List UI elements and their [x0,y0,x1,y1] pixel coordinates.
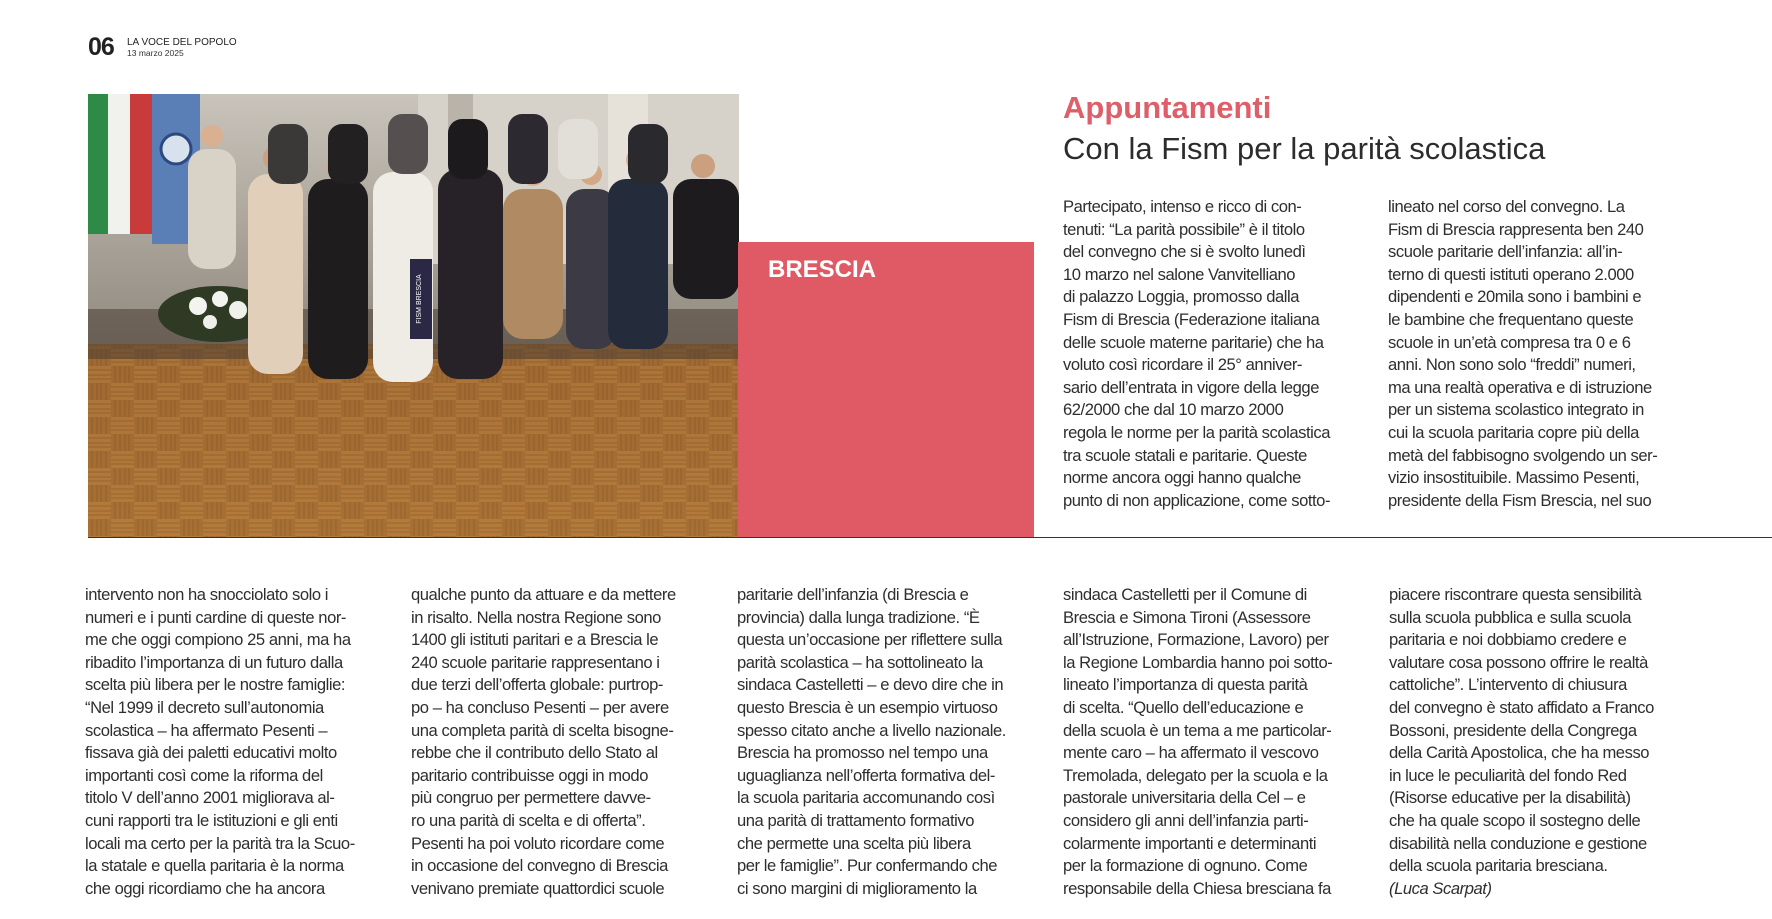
text-line: la scuola paritaria accomunando così [737,788,995,808]
text-line: Fism di Brescia (Federazione italiana [1063,309,1320,329]
text-line: piacere riscontrare questa sensibilità [1389,585,1642,604]
text-line: all’Istruzione, Formazione, Lavoro) per [1063,630,1329,650]
text-line: disabilità nella conduzione e gestione [1389,833,1647,853]
text-line: paritario contribuisse oggi in modo [411,765,648,785]
text-line: punto di non applicazione, come sotto- [1063,490,1331,510]
text-line: Pesenti ha poi voluto ricordare come [411,833,665,853]
group-photo-illustration [88,94,739,537]
text-line: Brescia ha promosso nel tempo una [737,743,988,763]
text-line: presidente della Fism Brescia, nel suo [1388,490,1652,510]
text-line: responsabile della Chiesa bresciana fa [1063,878,1331,898]
text-line: provincia) dalla lunga tradizione. “È [737,607,980,627]
text-line: cui la scuola paritaria copre più della [1388,422,1639,442]
text-line: la Regione Lombardia hanno poi sotto- [1063,652,1333,672]
text-line: spesso citato anche a livello nazionale. [737,720,1006,740]
text-line: ro una parità di scelta e di offerta”. [411,810,646,830]
text-line: per la formazione di ognuno. Come [1063,856,1308,876]
text-line: rebbe che il contributo dello Stato al [411,743,658,763]
text-line: per un sistema scolastico integrato in [1388,400,1644,420]
text-line: la statale e quella paritaria è la norma [85,856,344,876]
tote-bag-text: FISM BRESCIA [416,274,423,324]
group-photo [88,94,739,537]
article-headline: Con la Fism per la parità scolastica [1063,131,1546,166]
text-line: venivano premiate quattordici scuole [411,878,665,898]
text-line: tenuti: “La parità possibile” è il titolo [1063,219,1305,239]
text-column-bottom-3 [737,584,1037,900]
text-line: del convegno che si è svolto lunedì [1063,242,1306,262]
text-line: delle scuole materne paritarie) che ha [1063,332,1324,352]
text-line: fissava già dei paletti educativi molto [85,743,337,763]
text-line: Bossoni, presidente della Congrega [1389,720,1637,740]
text-column-bottom-5 [1389,584,1689,878]
text-line: scelta più libera per le nostre famiglie: [85,675,346,695]
text-line: tra scuole statali e paritarie. Queste [1063,445,1307,465]
text-line: paritarie dell’infanzia (di Brescia e [737,585,969,604]
text-line: sulla scuola pubblica e sulla scuola [1389,607,1632,627]
text-line: più congruo per permettere davve- [411,788,651,808]
text-line: per le famiglie”. Pur confermando che [737,856,998,876]
text-line: lineato nel corso del convegno. La [1388,197,1625,216]
text-line: della scuola è un tema a me particolar- [1063,720,1332,740]
text-line: uguaglianza nell’offerta formativa del- [737,765,995,785]
text-line: considero gli anni dell’infanzia parti- [1063,810,1309,830]
byline: (Luca Scarpat) [1389,879,1492,898]
location-tag [738,242,1034,537]
text-line: Fism di Brescia rappresenta ben 240 [1388,219,1644,239]
text-line: Partecipato, intenso e ricco di con- [1063,197,1302,216]
text-line: che ha quale scopo il sostegno delle [1389,810,1641,830]
text-line: Brescia e Simona Tironi (Assessore [1063,607,1311,627]
text-line: scuole in un’età compresa tra 0 e 6 [1388,332,1631,352]
text-line: vizio insostituibile. Massimo Pesenti, [1388,468,1640,488]
text-line: scuole paritarie dell’infanzia: all’in- [1388,242,1623,262]
text-line: scolastica – ha affermato Pesenti – [85,720,328,740]
text-line: Tremolada, delegato per la scuola e la [1063,765,1328,785]
text-line: parità scolastica – ha sottolineato la [737,652,983,672]
text-line: del convegno è stato affidato a Franco [1389,697,1654,717]
text-column-bottom-4 [1063,584,1363,900]
text-line: della Carità Apostolica, che ha messo [1389,743,1650,763]
text-line: norme ancora oggi hanno qualche [1063,468,1301,488]
text-line: me che oggi compiono 25 anni, ma ha [85,630,351,650]
text-line: una parità di trattamento formativo [737,810,974,830]
text-line: numeri e i punti cardine di queste nor- [85,607,347,627]
text-line: voluto così ricordare il 25° anniver- [1063,355,1303,375]
text-column-top-1 [1063,196,1363,512]
text-line: sario dell’entrata in vigore della legge [1063,377,1319,397]
text-line: questa un’occasione per riflettere sulla [737,630,1003,650]
text-line: 240 scuole paritarie rappresentano i [411,652,660,672]
text-line: intervento non ha snocciolato solo i [85,585,329,604]
text-line: dipendenti e 20mila sono i bambini e [1388,287,1642,307]
text-line: di palazzo Loggia, promosso dalla [1063,287,1300,307]
text-line: qualche punto da attuare e da mettere [411,585,676,604]
text-line: in occasione del convegno di Brescia [411,856,668,876]
text-line: po – ha concluso Pesenti – per avere [411,697,669,717]
text-line: colarmente importanti e determinanti [1063,833,1317,853]
section-divider [88,537,1772,538]
text-line: della scuola paritaria bresciana. [1389,856,1608,876]
text-line: due terzi dell’offerta globale: purtrop- [411,675,663,695]
text-line: ci sono margini di miglioramento la [737,878,977,898]
page-number: 06 [88,33,114,61]
text-line: che oggi ricordiamo che ha ancora [85,878,325,898]
text-line: pastorale universitaria della Cel – e [1063,788,1306,808]
location-label: BRESCIA [768,256,877,283]
text-line: 10 marzo nel salone Vanvitelliano [1063,264,1296,284]
text-line: valutare cosa possono offrire le realtà [1389,652,1648,672]
byline-wrap [1389,878,1689,901]
text-line: 1400 gli istituti paritari e a Brescia le [411,630,659,650]
text-line: cattoliche”. L’intervento di chiusura [1389,675,1627,695]
text-line: le bambine che frequentano queste [1388,309,1634,329]
text-line: 62/2000 che dal 10 marzo 2000 [1063,400,1284,420]
text-line: (Risorse educative per la disabilità) [1389,788,1631,808]
text-line: paritaria e noi dobbiamo credere e [1389,630,1627,650]
text-line: in risalto. Nella nostra Regione sono [411,607,661,627]
issue-date: 13 marzo 2025 [127,48,184,58]
section-kicker: Appuntamenti [1063,90,1272,125]
text-line: importanti così come la riforma del [85,765,323,785]
text-line: sindaca Castelletti per il Comune di [1063,585,1307,604]
publication-name: LA VOCE DEL POPOLO [127,37,237,48]
text-line: anni. Non sono solo “freddi” numeri, [1388,355,1636,375]
text-line: terno di questi istituti operano 2.000 [1388,264,1634,284]
text-line: che permette una scelta più libera [737,833,971,853]
masthead [127,38,237,58]
text-column-top-2 [1388,196,1688,512]
text-line: in luce le peculiarità del fondo Red [1389,765,1627,785]
text-line: regola le norme per la parità scolastica [1063,422,1331,442]
text-line: di scelta. “Quello dell’educazione e [1063,697,1304,717]
text-line: locali ma certo per la parità tra la Scuo- [85,833,355,853]
text-line: una completa parità di scelta bisogne- [411,720,674,740]
text-line: cuni rapporti tra le istituzioni e gli enti [85,810,338,830]
text-column-bottom-2 [411,584,711,900]
text-line: titolo V dell’anno 2001 migliorava al- [85,788,335,808]
text-line: “Nel 1999 il decreto sull’autonomia [85,697,324,717]
text-line: lineato l’importanza di questa parità [1063,675,1308,695]
text-column-bottom-1 [85,584,385,900]
text-line: metà del fabbisogno svolgendo un ser- [1388,445,1658,465]
text-line: ma una realtà operativa e di istruzione [1388,377,1652,397]
text-line: questo Brescia è un esempio virtuoso [737,697,998,717]
text-line: sindaca Castelletti – e devo dire che in [737,675,1004,695]
text-line: ribadito l’importanza di un futuro dalla [85,652,343,672]
text-line: mente caro – ha affermato il vescovo [1063,743,1319,763]
